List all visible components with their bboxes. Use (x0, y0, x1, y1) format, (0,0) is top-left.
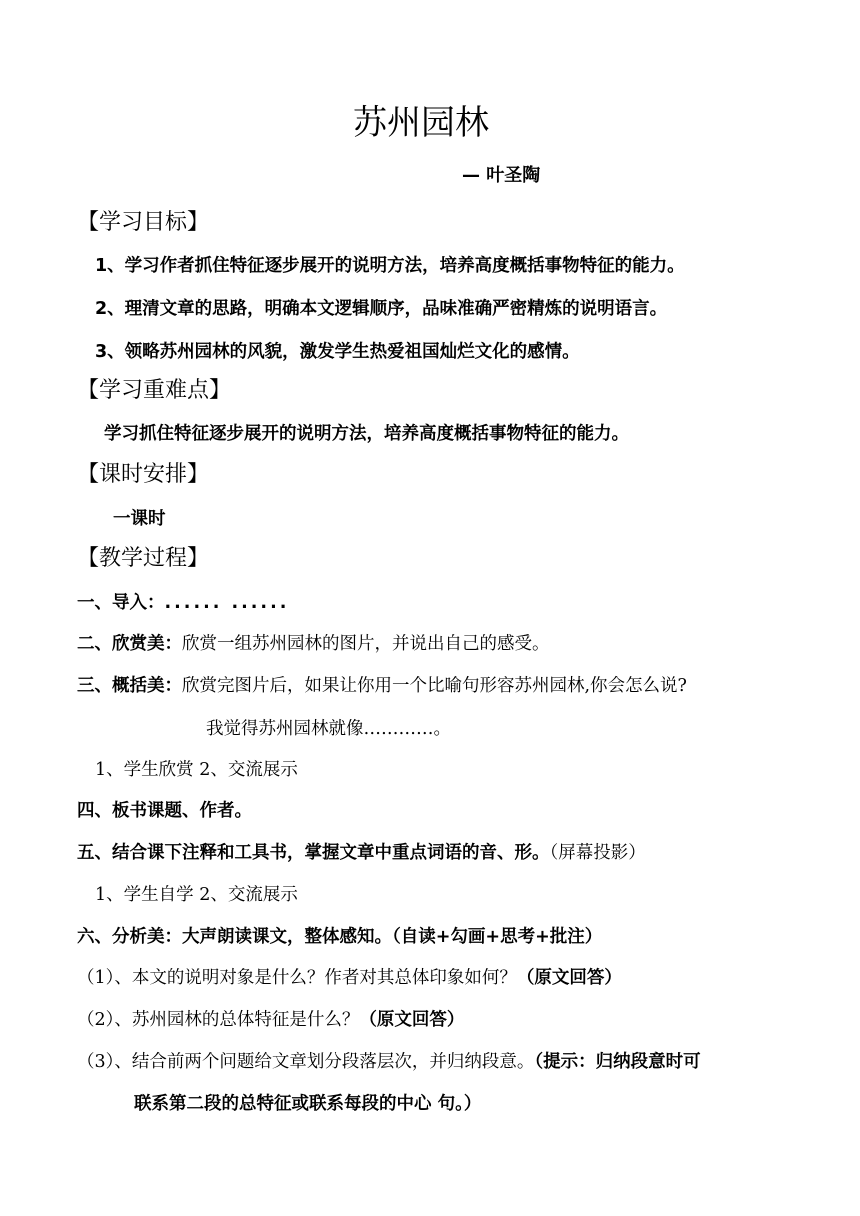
objective-item: 3、领略苏州园林的风貌，激发学生热爱祖国灿烂文化的感情。 (95, 342, 580, 362)
question-2 (77, 1006, 464, 1031)
summarize-text: 欣赏完图片后，如果让你用一个比喻句形容苏州园林,你会怎么说? (182, 676, 687, 696)
summarize-label: 三、概括美： (77, 676, 182, 696)
question-3-text: （3）、结合前两个问题给文章划分段落层次，并归纳段意。 (77, 1052, 535, 1072)
vocab-text: 五、结合课下注释和工具书，掌握文章中重点词语的音、形。 (77, 843, 550, 863)
process-step-appreciate (77, 630, 550, 655)
appreciate-label: 二、欣赏美： (77, 634, 182, 654)
process-step-analyze: 六、分析美：大声朗读课文，整体感知。（自读+勾画+思考+批注） (77, 927, 603, 947)
process-step-board: 四、板书课题、作者。 (77, 801, 252, 821)
intro-label: 一、导入： (77, 593, 165, 613)
question-3-hint-continued: 联系第二段的总特征或联系每段的中心 句。） (134, 1094, 482, 1114)
process-heading: 【教学过程】 (77, 546, 210, 571)
process-step-summarize (77, 672, 687, 697)
schedule-text: 一课时 (113, 509, 166, 529)
author-line: — 叶圣陶 (462, 165, 541, 186)
document-title: 苏州园林 (353, 103, 489, 143)
key-points-heading: 【学习重难点】 (77, 378, 232, 403)
question-1 (77, 964, 622, 989)
intro-dots: ...... ...... (164, 593, 290, 613)
process-step-vocab (77, 839, 646, 864)
question-3-hint: （提示：归纳段意时可 (534, 1052, 701, 1072)
question-2-text: （2）、苏州园林的总体特征是什么？ (77, 1010, 360, 1030)
objectives-heading: 【学习目标】 (77, 210, 210, 235)
process-step-intro (77, 589, 289, 614)
question-3 (77, 1048, 701, 1073)
objective-item: 2、理清文章的思路，明确本文逻辑顺序，品味准确严密精炼的说明语言。 (95, 299, 668, 319)
objective-item: 1、学习作者抓住特征逐步展开的说明方法，培养高度概括事物特征的能力。 (95, 256, 685, 276)
schedule-heading: 【课时安排】 (77, 462, 210, 487)
question-2-note: （原文回答） (359, 1010, 465, 1030)
vocab-steps: 1、学生自学 2、交流展示 (95, 885, 298, 905)
question-1-note: （原文回答） (516, 968, 622, 988)
appreciate-text: 欣赏一组苏州园林的图片，并说出自己的感受。 (182, 634, 550, 654)
summarize-example: 我觉得苏州园林就像…………。 (206, 719, 451, 739)
question-1-text: （1）、本文的说明对象是什么？作者对其总体印象如何？ (77, 968, 517, 988)
summarize-steps: 1、学生欣赏 2、交流展示 (95, 760, 298, 780)
key-points-text: 学习抓住特征逐步展开的说明方法，培养高度概括事物特征的能力。 (104, 424, 629, 444)
vocab-note: （屏幕投影） (549, 843, 646, 863)
